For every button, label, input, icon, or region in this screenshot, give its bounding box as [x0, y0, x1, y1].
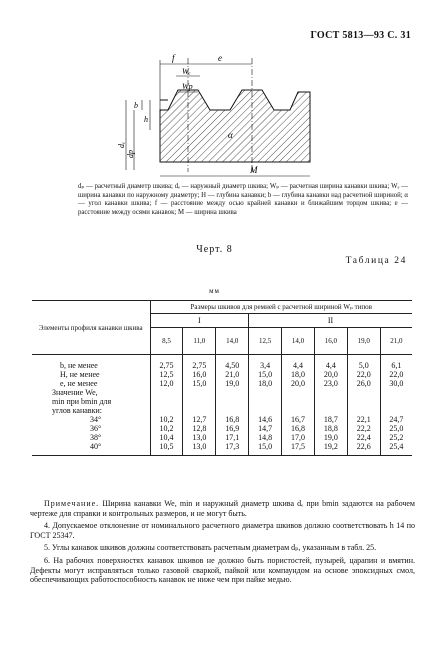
table-cell: 17,5 — [282, 442, 315, 456]
table-cell: 19,2 — [314, 442, 347, 456]
table-cell: 20,0 — [282, 379, 315, 388]
label-de: dₑ — [117, 141, 126, 148]
table-cell: 18,7 — [314, 415, 347, 424]
table-cell: 10,5 — [150, 442, 183, 456]
table-cell: 12,7 — [183, 415, 216, 424]
table-cell: 10,2 — [150, 415, 183, 424]
table-cell: 24,7 — [380, 415, 412, 424]
table-cell — [314, 397, 347, 406]
table-row — [32, 355, 412, 371]
table-cell — [249, 406, 282, 415]
page-header: ГОСТ 5813—93 С. 31 — [310, 30, 411, 41]
table-cell: 25,2 — [380, 433, 412, 442]
table-cell: 13,0 — [183, 442, 216, 456]
row-label: min при bmin для — [52, 397, 112, 406]
table-cell: 6,1 — [380, 355, 412, 371]
table-cell: 22,4 — [347, 433, 380, 442]
units-label: мм — [209, 287, 220, 295]
type-header-ii: II — [249, 314, 412, 328]
table-row — [32, 424, 412, 433]
table-cell: 14,6 — [249, 415, 282, 424]
table-cell — [150, 388, 183, 397]
table-cell: 13,0 — [183, 433, 216, 442]
row-label: b, не менее — [60, 361, 98, 370]
note-paragraph — [30, 499, 415, 518]
width-col: 19,0 — [347, 328, 380, 355]
table-cell: 21,0 — [216, 370, 249, 379]
table-cell — [216, 397, 249, 406]
table-cell: 12,5 — [150, 370, 183, 379]
table-cell: 22,2 — [347, 424, 380, 433]
table-row — [32, 433, 412, 442]
label-m: M — [250, 165, 258, 175]
table-row — [32, 379, 412, 388]
label-b: b — [134, 101, 138, 110]
figure-caption: Черт. 8 — [196, 244, 233, 255]
paragraph-6: 6. На рабочих поверхностях канавок шкивов не должно быть пористостей, пузырей, царапин и вмятин. Дефекты могут исправляться только газовой сваркой, пайкой или компаундом на основе эпоксидных смол, обеспечивающих работоспособность канавок не ниже чем при пайке медью. — [30, 555, 415, 585]
width-col: 14,0 — [216, 328, 249, 355]
table-row — [32, 406, 412, 415]
table-title: Таблица 24 — [345, 256, 407, 266]
table-row — [32, 442, 412, 456]
table-cell: 18,0 — [282, 370, 315, 379]
table-cell: 22,0 — [347, 370, 380, 379]
table-cell — [347, 388, 380, 397]
table-cell: 15,0 — [249, 442, 282, 456]
table-cell — [216, 406, 249, 415]
table-cell: 17,3 — [216, 442, 249, 456]
pulley-body-section — [160, 90, 310, 162]
row-label: e, не менее — [60, 379, 98, 388]
table-cell: 12,0 — [150, 379, 183, 388]
table-cell: 4,4 — [282, 355, 315, 371]
table-cell: 15,0 — [183, 379, 216, 388]
table-cell — [380, 397, 412, 406]
table-cell — [183, 388, 216, 397]
label-dp: dp — [126, 150, 135, 158]
table-cell — [216, 388, 249, 397]
table-cell: 30,0 — [380, 379, 412, 388]
table-cell: 15,0 — [249, 370, 282, 379]
table-cell: 3,4 — [249, 355, 282, 371]
table-row — [32, 397, 412, 406]
paragraph-5: 5. Углы канавок шкивов должны соответствовать расчетным диаметрам dₚ, указанным в табл. 25. — [44, 543, 377, 553]
table-cell: 16,8 — [216, 415, 249, 424]
table-cell — [347, 406, 380, 415]
table-cell: 4,50 — [216, 355, 249, 371]
row-label: 40° — [90, 442, 102, 451]
table-row — [32, 415, 412, 424]
figure-legend: dₚ — расчетный диаметр шкива; dₑ — наружный диаметр шкива; Wₚ — расчетная ширина канавки шкива; Wₑ — ширина канавки по наружному диаметру; H — глубина канавки; b — глубина канавки над расчетной шириной; α — угол канавки шкива; f — расстояние между осью крайней канавки и ближайшим торцом шкива; e — расстояние между осями канавок; M — ширина шкива — [78, 183, 408, 216]
table-cell — [249, 397, 282, 406]
table-row — [32, 370, 412, 379]
table-cell: 14,8 — [249, 433, 282, 442]
table-cell — [249, 388, 282, 397]
table-cell — [183, 406, 216, 415]
row-header: Элементы профиля канавки шкива — [38, 323, 143, 332]
table-cell — [150, 406, 183, 415]
note-head: Примечание. — [44, 499, 100, 508]
table-cell: 10,2 — [150, 424, 183, 433]
note-body: Ширина канавки We, min и наружный диаметр шкива dₑ при bmin задаются на рабочем чертеже для справки и контрольных размеров, и не могут быть. — [30, 499, 415, 518]
table-cell: 17,1 — [216, 433, 249, 442]
type-header-i: I — [150, 314, 249, 328]
width-col: 16,0 — [314, 328, 347, 355]
dimensions-table — [32, 300, 412, 456]
table-cell: 22,0 — [380, 370, 412, 379]
table-cell: 12,8 — [183, 424, 216, 433]
table-cell — [347, 397, 380, 406]
table-cell — [282, 388, 315, 397]
label-alpha: α — [228, 130, 233, 140]
table-cell: 10,4 — [150, 433, 183, 442]
table-cell: 19,0 — [314, 433, 347, 442]
table-cell: 18,8 — [314, 424, 347, 433]
table-cell: 16,9 — [216, 424, 249, 433]
row-label: 38° — [90, 433, 102, 442]
width-col: 14,0 — [282, 328, 315, 355]
width-col: 21,0 — [380, 328, 412, 355]
table-cell: 18,0 — [249, 379, 282, 388]
table-cell: 25,4 — [380, 442, 412, 456]
paragraph-4: 4. Допускаемое отклонение от номинального расчетного диаметра шкивов должно соответствовать h 14 по ГОСТ 25347. — [30, 521, 415, 540]
table-cell: 2,75 — [183, 355, 216, 371]
table-cell — [314, 406, 347, 415]
table-cell — [314, 388, 347, 397]
groove-profile-drawing — [117, 52, 315, 182]
table-cell: 22,1 — [347, 415, 380, 424]
table-cell: 16,0 — [183, 370, 216, 379]
table-cell — [282, 397, 315, 406]
table-cell: 14,7 — [249, 424, 282, 433]
table-cell: 23,0 — [314, 379, 347, 388]
table-cell: 5,0 — [347, 355, 380, 371]
notes-block — [30, 499, 415, 588]
table-cell: 16,7 — [282, 415, 315, 424]
table-body — [32, 355, 412, 456]
table-row — [32, 388, 412, 397]
table-cell: 2,75 — [150, 355, 183, 371]
table-cell: 20,0 — [314, 370, 347, 379]
group-header: Размеры шкивов для ремней с расчетной шириной Wₚ типов — [150, 301, 412, 314]
row-label: углов канавки: — [52, 406, 102, 415]
width-col: 11,0 — [183, 328, 216, 355]
table-cell — [380, 388, 412, 397]
table-cell — [380, 406, 412, 415]
table-cell — [282, 406, 315, 415]
label-f: f — [172, 53, 175, 63]
row-label: Значение We, — [52, 388, 98, 397]
row-label: H, не менее — [60, 370, 100, 379]
table-cell: 22,6 — [347, 442, 380, 456]
label-h: h — [144, 115, 148, 124]
row-label: 36° — [90, 424, 102, 433]
table-cell — [150, 397, 183, 406]
table-cell: 25,0 — [380, 424, 412, 433]
label-we: Wₑ — [182, 67, 191, 76]
row-label: 34° — [90, 415, 102, 424]
width-col: 12,5 — [249, 328, 282, 355]
table-cell — [183, 397, 216, 406]
label-wp: Wp — [182, 82, 193, 91]
table-cell: 17,0 — [282, 433, 315, 442]
table-cell: 26,0 — [347, 379, 380, 388]
table-cell: 16,8 — [282, 424, 315, 433]
table-cell: 4,4 — [314, 355, 347, 371]
width-col: 8,5 — [150, 328, 183, 355]
label-e: e — [218, 53, 222, 63]
table-cell: 19,0 — [216, 379, 249, 388]
